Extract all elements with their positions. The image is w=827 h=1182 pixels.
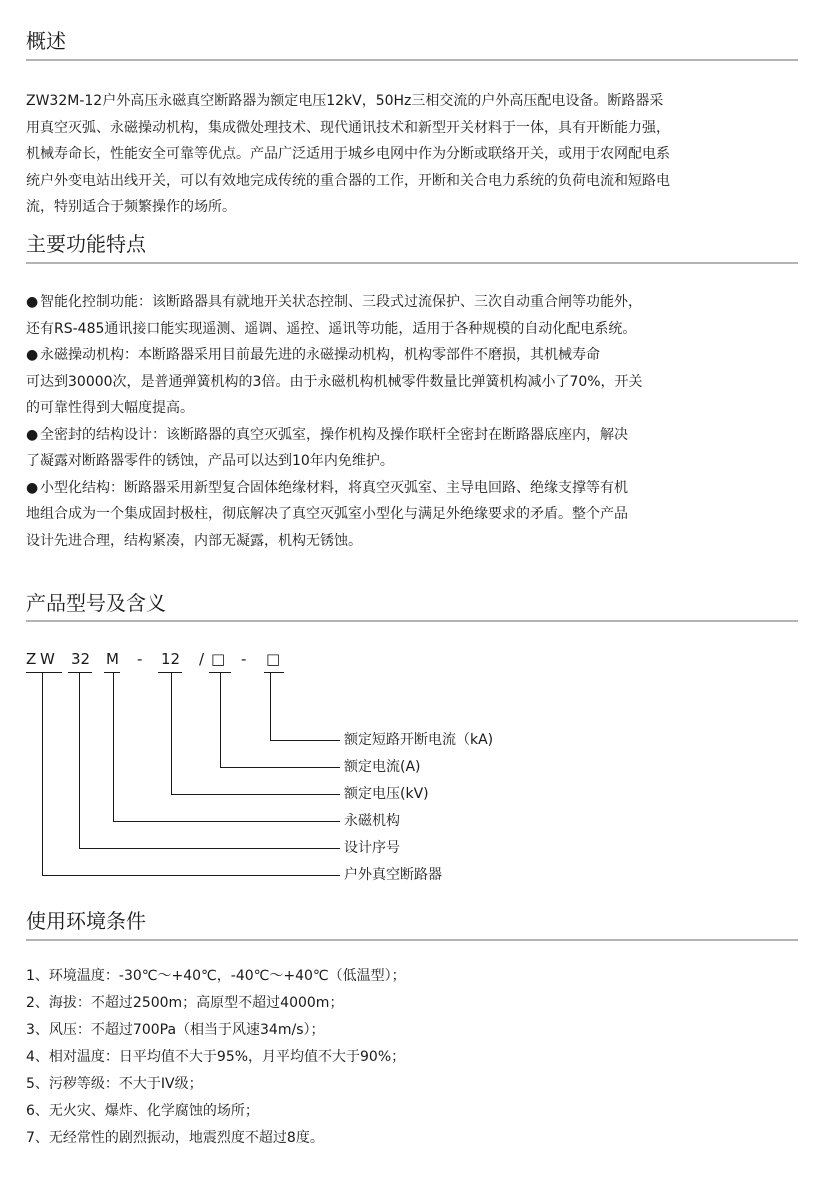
section-title-model: 产品型号及含义 <box>26 591 166 615</box>
environment-item: 5、污秽等级：不大于IV级； <box>26 1076 203 1092</box>
connector-line <box>113 821 340 822</box>
feature-bullet-line <box>26 475 798 502</box>
section-divider <box>26 59 798 61</box>
section-title-overview: 概述 <box>26 29 66 53</box>
text-line: 统户外变电站出线开关，可以有效地完成传统的重合器的工作，开断和关合电力系统的负荷电流和短路电 <box>26 172 670 189</box>
section-divider <box>26 620 798 622</box>
model-legend-item: 额定电压(kV) <box>344 786 429 802</box>
feature-bullet-line <box>26 422 798 449</box>
feature-text-line <box>26 528 798 555</box>
code-underline <box>68 672 92 673</box>
feature-text-line <box>26 395 798 422</box>
model-legend-item: 设计序号 <box>344 840 400 856</box>
overview-paragraph <box>26 88 798 221</box>
connector-line <box>79 848 340 849</box>
feature-text-line <box>26 448 798 475</box>
model-code-part: / <box>199 650 205 668</box>
code-underline <box>264 672 284 673</box>
connector-line <box>113 673 114 821</box>
environment-item: 7、无经常性的剧烈振动，地震烈度不超过8度。 <box>26 1130 324 1146</box>
feature-text: 可达到30000次，是普通弹簧机构的3倍。由于永磁机构机械零件数量比弹簧机构减小了70%，开关 <box>26 373 643 390</box>
feature-bullet-line <box>26 342 798 369</box>
feature-text-line <box>26 369 798 396</box>
connector-line <box>220 673 221 767</box>
code-underline <box>26 672 62 673</box>
environment-item: 6、无火灾、爆炸、化学腐蚀的场所； <box>26 1103 259 1119</box>
model-code-part: M <box>106 650 119 668</box>
environment-item: 3、风压：不超过700Pa（相当于风速34m/s）； <box>26 1022 325 1038</box>
feature-text: 全密封的结构设计：该断路器的真空灭弧室，操作机构及操作联杆全密封在断路器底座内，解决 <box>40 426 628 443</box>
text-line: 流，特别适合于频繁操作的场所。 <box>26 199 236 215</box>
connector-line <box>42 673 43 875</box>
feature-text: 设计先进合理，结构紧凑，内部无凝露，机构无锈蚀。 <box>26 532 362 549</box>
section-title-environment: 使用环境条件 <box>26 909 146 933</box>
bullet-icon: ● <box>26 294 39 310</box>
model-code-part: - <box>241 650 247 668</box>
feature-bullet-line <box>26 289 798 316</box>
model-code-part: □ <box>266 650 281 668</box>
model-legend-item: 额定电流(A) <box>344 759 421 775</box>
feature-text: 还有RS-485通讯接口能实现遥测、遥调、遥控、遥讯等功能，适用于各种规模的自动化配电系统。 <box>26 320 637 337</box>
model-code-part: W <box>40 650 55 668</box>
model-legend-item: 额定短路开断电流（kA) <box>344 732 494 748</box>
environment-item: 2、海拔：不超过2500m；高原型不超过4000m； <box>26 995 344 1011</box>
connector-line <box>270 740 340 741</box>
bullet-icon: ● <box>26 347 39 363</box>
model-code-part: - <box>137 650 143 668</box>
feature-text: 智能化控制功能：该断路器具有就地开关状态控制、三段式过流保护、三次自动重合闸等功能外， <box>40 294 642 310</box>
connector-line <box>270 673 271 740</box>
feature-text-line <box>26 316 798 343</box>
features-list <box>26 289 798 554</box>
bullet-icon: ● <box>26 426 39 443</box>
connector-line <box>42 875 340 876</box>
code-underline <box>104 672 120 673</box>
section-divider <box>26 939 798 941</box>
code-underline <box>158 672 182 673</box>
environment-item: 4、相对温度：日平均值不大于95%，月平均值不大于90%； <box>26 1049 406 1065</box>
connector-line <box>220 767 340 768</box>
section-title-features: 主要功能特点 <box>26 232 146 256</box>
model-code-part: □ <box>211 650 226 668</box>
connector-line <box>171 794 340 795</box>
feature-text: 地组合成为一个集成固封极柱，彻底解决了真空灭弧室小型化与满足外绝缘要求的矛盾。整个产品 <box>26 506 628 522</box>
feature-text: 了凝露对断路器零件的锈蚀，产品可以达到10年内免维护。 <box>26 453 394 469</box>
section-divider <box>26 262 798 264</box>
feature-text: 小型化结构：断路器采用新型复合固体绝缘材料，将真空灭弧室、主导电回路、绝缘支撑等有机 <box>40 479 628 496</box>
bullet-icon: ● <box>26 479 39 496</box>
connector-line <box>79 673 80 848</box>
text-line: 用真空灭弧、永磁操动机构，集成微处理技术、现代通讯技术和新型开关材料于一体，具有开断能力强， <box>26 119 670 136</box>
text-line: ZW32M-12户外高压永磁真空断路器为额定电压12kV，50Hz三相交流的户外高压配电设备。断路器采 <box>26 93 664 109</box>
model-code-part: 12 <box>161 650 181 668</box>
environment-item: 1、环境温度：-30℃～+40℃，-40℃～+40℃（低温型）； <box>26 968 406 984</box>
model-legend-item: 户外真空断路器 <box>344 867 442 883</box>
model-code-part: Z <box>26 650 37 668</box>
model-legend-item: 永磁机构 <box>344 813 400 829</box>
connector-line <box>171 673 172 794</box>
feature-text-line <box>26 501 798 528</box>
model-code-part: 32 <box>71 650 91 668</box>
feature-text: 永磁操动机构：本断路器采用目前最先进的永磁操动机构，机构零部件不磨损，其机械寿命 <box>40 347 600 363</box>
text-line: 机械寿命长，性能安全可靠等优点。产品广泛适用于城乡电网中作为分断或联络开关，或用于农网配电系 <box>26 146 670 162</box>
feature-text: 的可靠性得到大幅度提高。 <box>26 400 194 416</box>
